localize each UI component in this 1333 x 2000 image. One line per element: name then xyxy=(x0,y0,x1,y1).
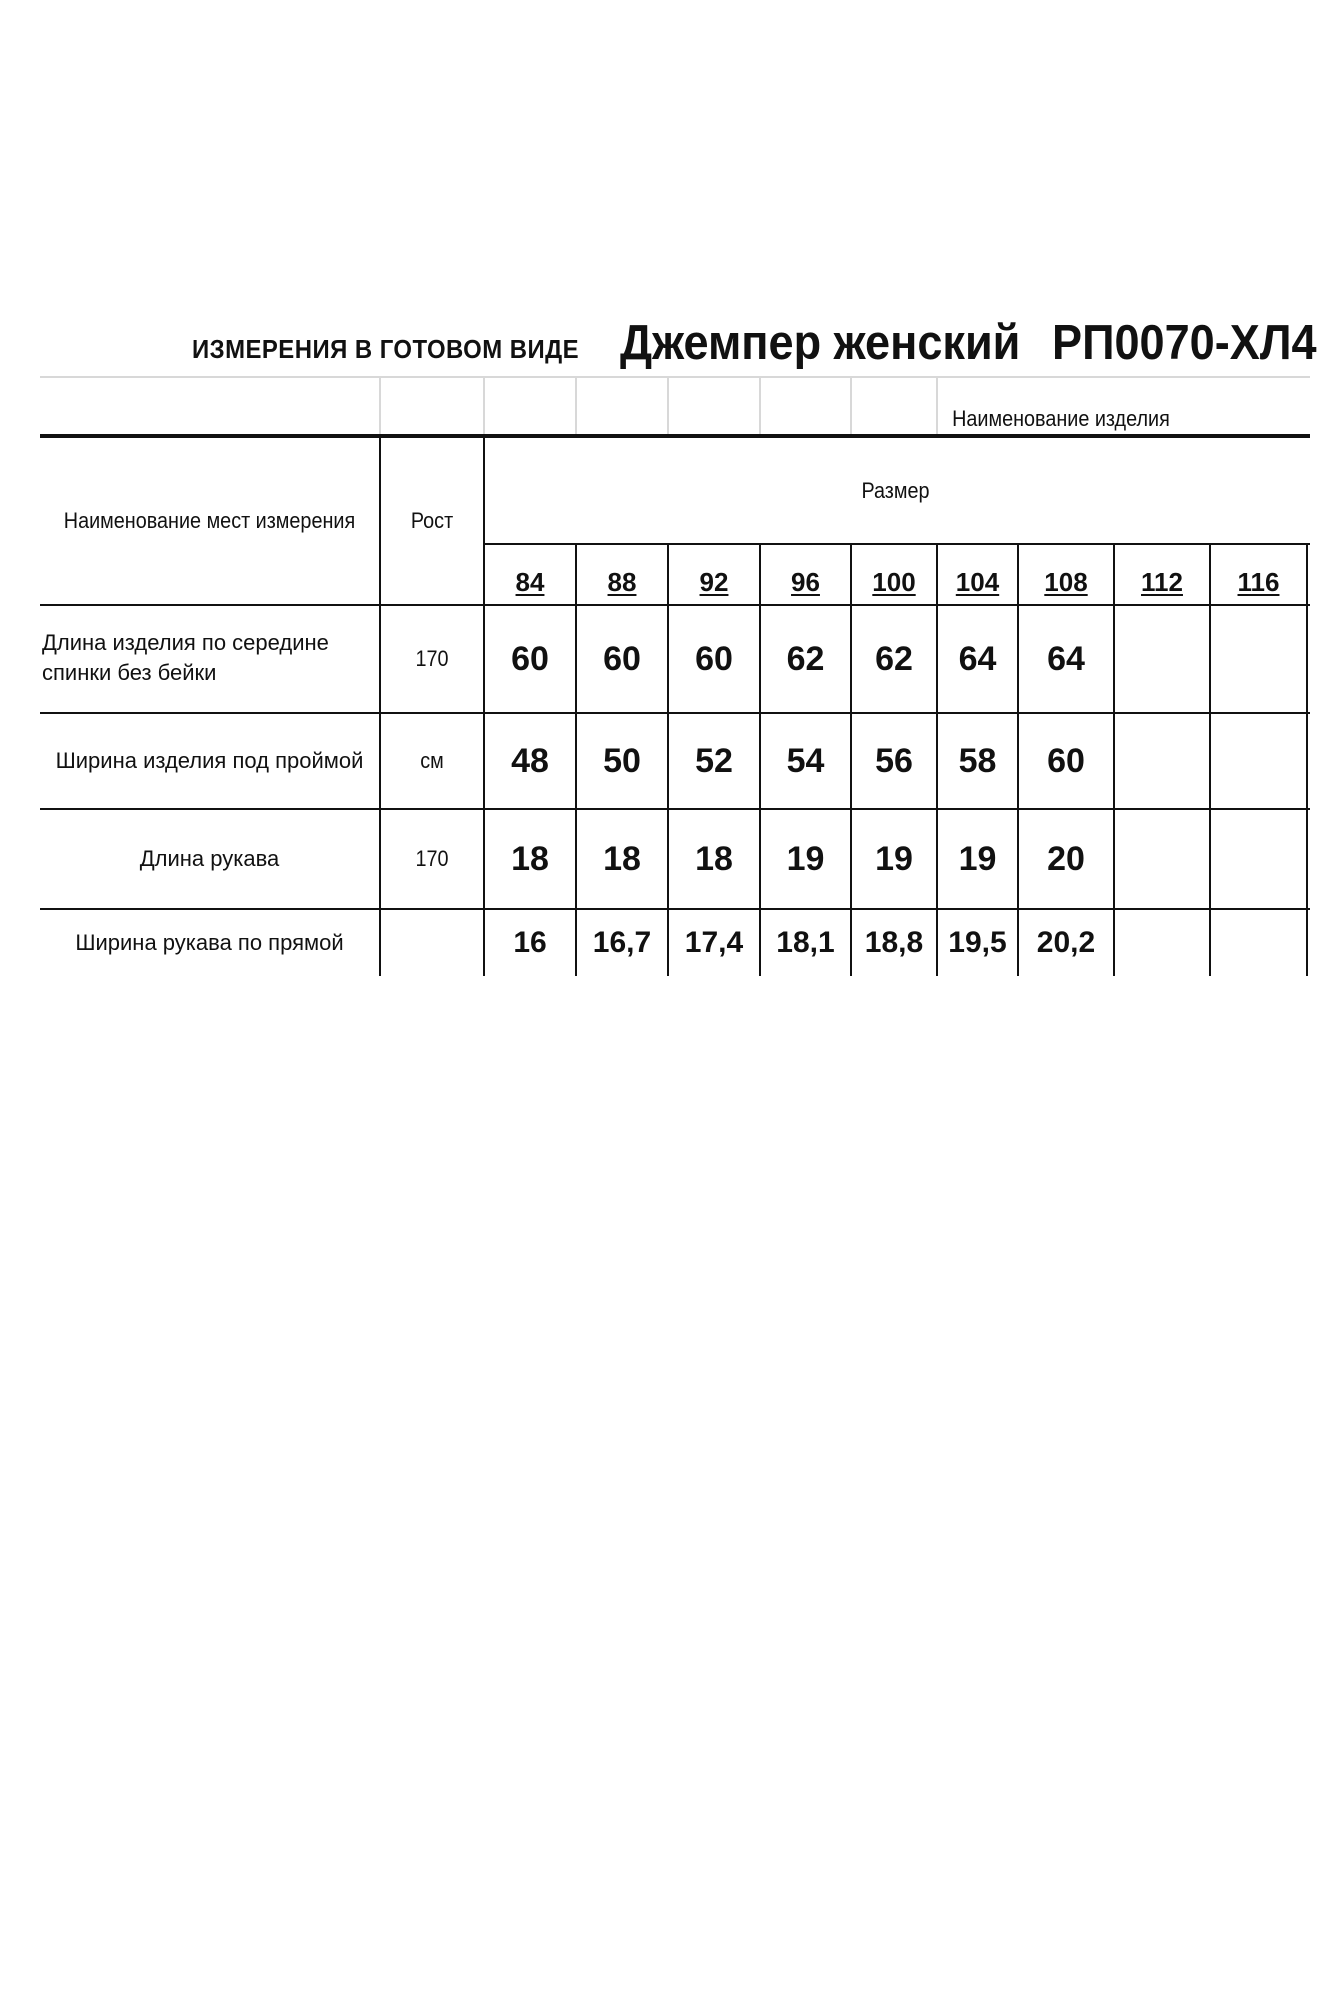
grid-line xyxy=(483,378,485,436)
size-group-header: Размер xyxy=(861,477,930,503)
row-4-value: 18,1 xyxy=(776,926,835,959)
row-4-label: Ширина рукава по прямой xyxy=(75,930,344,955)
row-3-value: 18 xyxy=(511,839,549,878)
row-1-value: 60 xyxy=(603,639,641,678)
row-3-value: 20 xyxy=(1047,839,1085,878)
row-4-value xyxy=(1115,910,1209,976)
row-2-height: см xyxy=(420,748,444,773)
row-2-value: 48 xyxy=(511,741,549,780)
row-3-value: 19 xyxy=(958,839,997,878)
row-4-value: 16 xyxy=(513,926,547,959)
row-1-value: 64 xyxy=(958,639,997,678)
size-header-88: 88 xyxy=(607,566,637,597)
grid-line xyxy=(379,436,381,976)
row-2-value: 52 xyxy=(695,741,733,780)
row-3-label: Длина рукава xyxy=(139,846,280,871)
row-2-label: Ширина изделия под проймой xyxy=(55,748,364,773)
row-3-height: 170 xyxy=(415,846,449,871)
grid-line xyxy=(759,378,761,436)
row-2-value: 54 xyxy=(786,741,825,780)
grid-line xyxy=(575,378,577,436)
grid-line xyxy=(1306,543,1308,976)
row-4-value: 19,5 xyxy=(948,926,1007,959)
product-name-label: Наименование изделия xyxy=(952,406,1170,431)
row-4-height xyxy=(386,910,478,976)
row-1-height: 170 xyxy=(415,646,449,671)
row-1-label-line2: спинки без бейки xyxy=(42,660,217,685)
grid-line xyxy=(667,378,669,436)
row-3-value xyxy=(1115,810,1209,908)
row-4-value: 20,2 xyxy=(1036,926,1096,959)
row-2-value: 50 xyxy=(603,741,641,780)
row-2-value xyxy=(1211,714,1306,808)
product-code: РП0070-ХЛ4 xyxy=(1052,316,1317,370)
height-column-header: Рост xyxy=(410,508,454,533)
size-header-92: 92 xyxy=(699,566,729,597)
row-1-value: 62 xyxy=(875,639,913,678)
row-4-value xyxy=(1211,910,1306,976)
row-1-value xyxy=(1211,606,1306,712)
row-3-value: 18 xyxy=(695,839,733,878)
row-3-value: 18 xyxy=(603,839,641,878)
measure-column-header: Наименование мест измерения xyxy=(63,508,356,533)
grid-line xyxy=(936,378,938,436)
row-4-value: 17,4 xyxy=(684,926,744,959)
size-header-96: 96 xyxy=(791,566,820,597)
row-1-value: 62 xyxy=(786,639,825,678)
grid-line xyxy=(850,378,852,436)
size-header-84: 84 xyxy=(515,566,545,597)
row-4-value: 16,7 xyxy=(592,926,652,959)
product-title: Джемпер женский xyxy=(620,316,1021,370)
row-1-value: 60 xyxy=(511,639,549,678)
grid-line xyxy=(483,543,1310,545)
size-header-104: 104 xyxy=(955,566,1000,597)
row-1-label xyxy=(42,628,329,688)
size-header-116: 116 xyxy=(1237,566,1280,597)
grid-line xyxy=(379,378,381,436)
row-1-label-line1: Длина изделия по середине xyxy=(42,630,329,655)
row-2-value xyxy=(1115,714,1209,808)
row-2-value: 60 xyxy=(1047,741,1085,780)
row-3-value xyxy=(1211,810,1306,908)
size-header-108: 108 xyxy=(1044,566,1088,597)
row-3-value: 19 xyxy=(786,839,825,878)
size-header-100: 100 xyxy=(872,566,916,597)
subtitle: ИЗМЕРЕНИЯ В ГОТОВОМ ВИДЕ xyxy=(192,334,580,364)
row-2-value: 58 xyxy=(958,741,997,780)
row-1-value xyxy=(1115,606,1209,712)
row-2-value: 56 xyxy=(875,741,913,780)
row-1-value: 64 xyxy=(1047,639,1085,678)
header-separator xyxy=(40,376,1310,378)
size-header-112: 112 xyxy=(1141,566,1183,597)
row-1-value: 60 xyxy=(695,639,733,678)
row-4-value: 18,8 xyxy=(864,926,924,959)
row-3-value: 19 xyxy=(875,839,913,878)
